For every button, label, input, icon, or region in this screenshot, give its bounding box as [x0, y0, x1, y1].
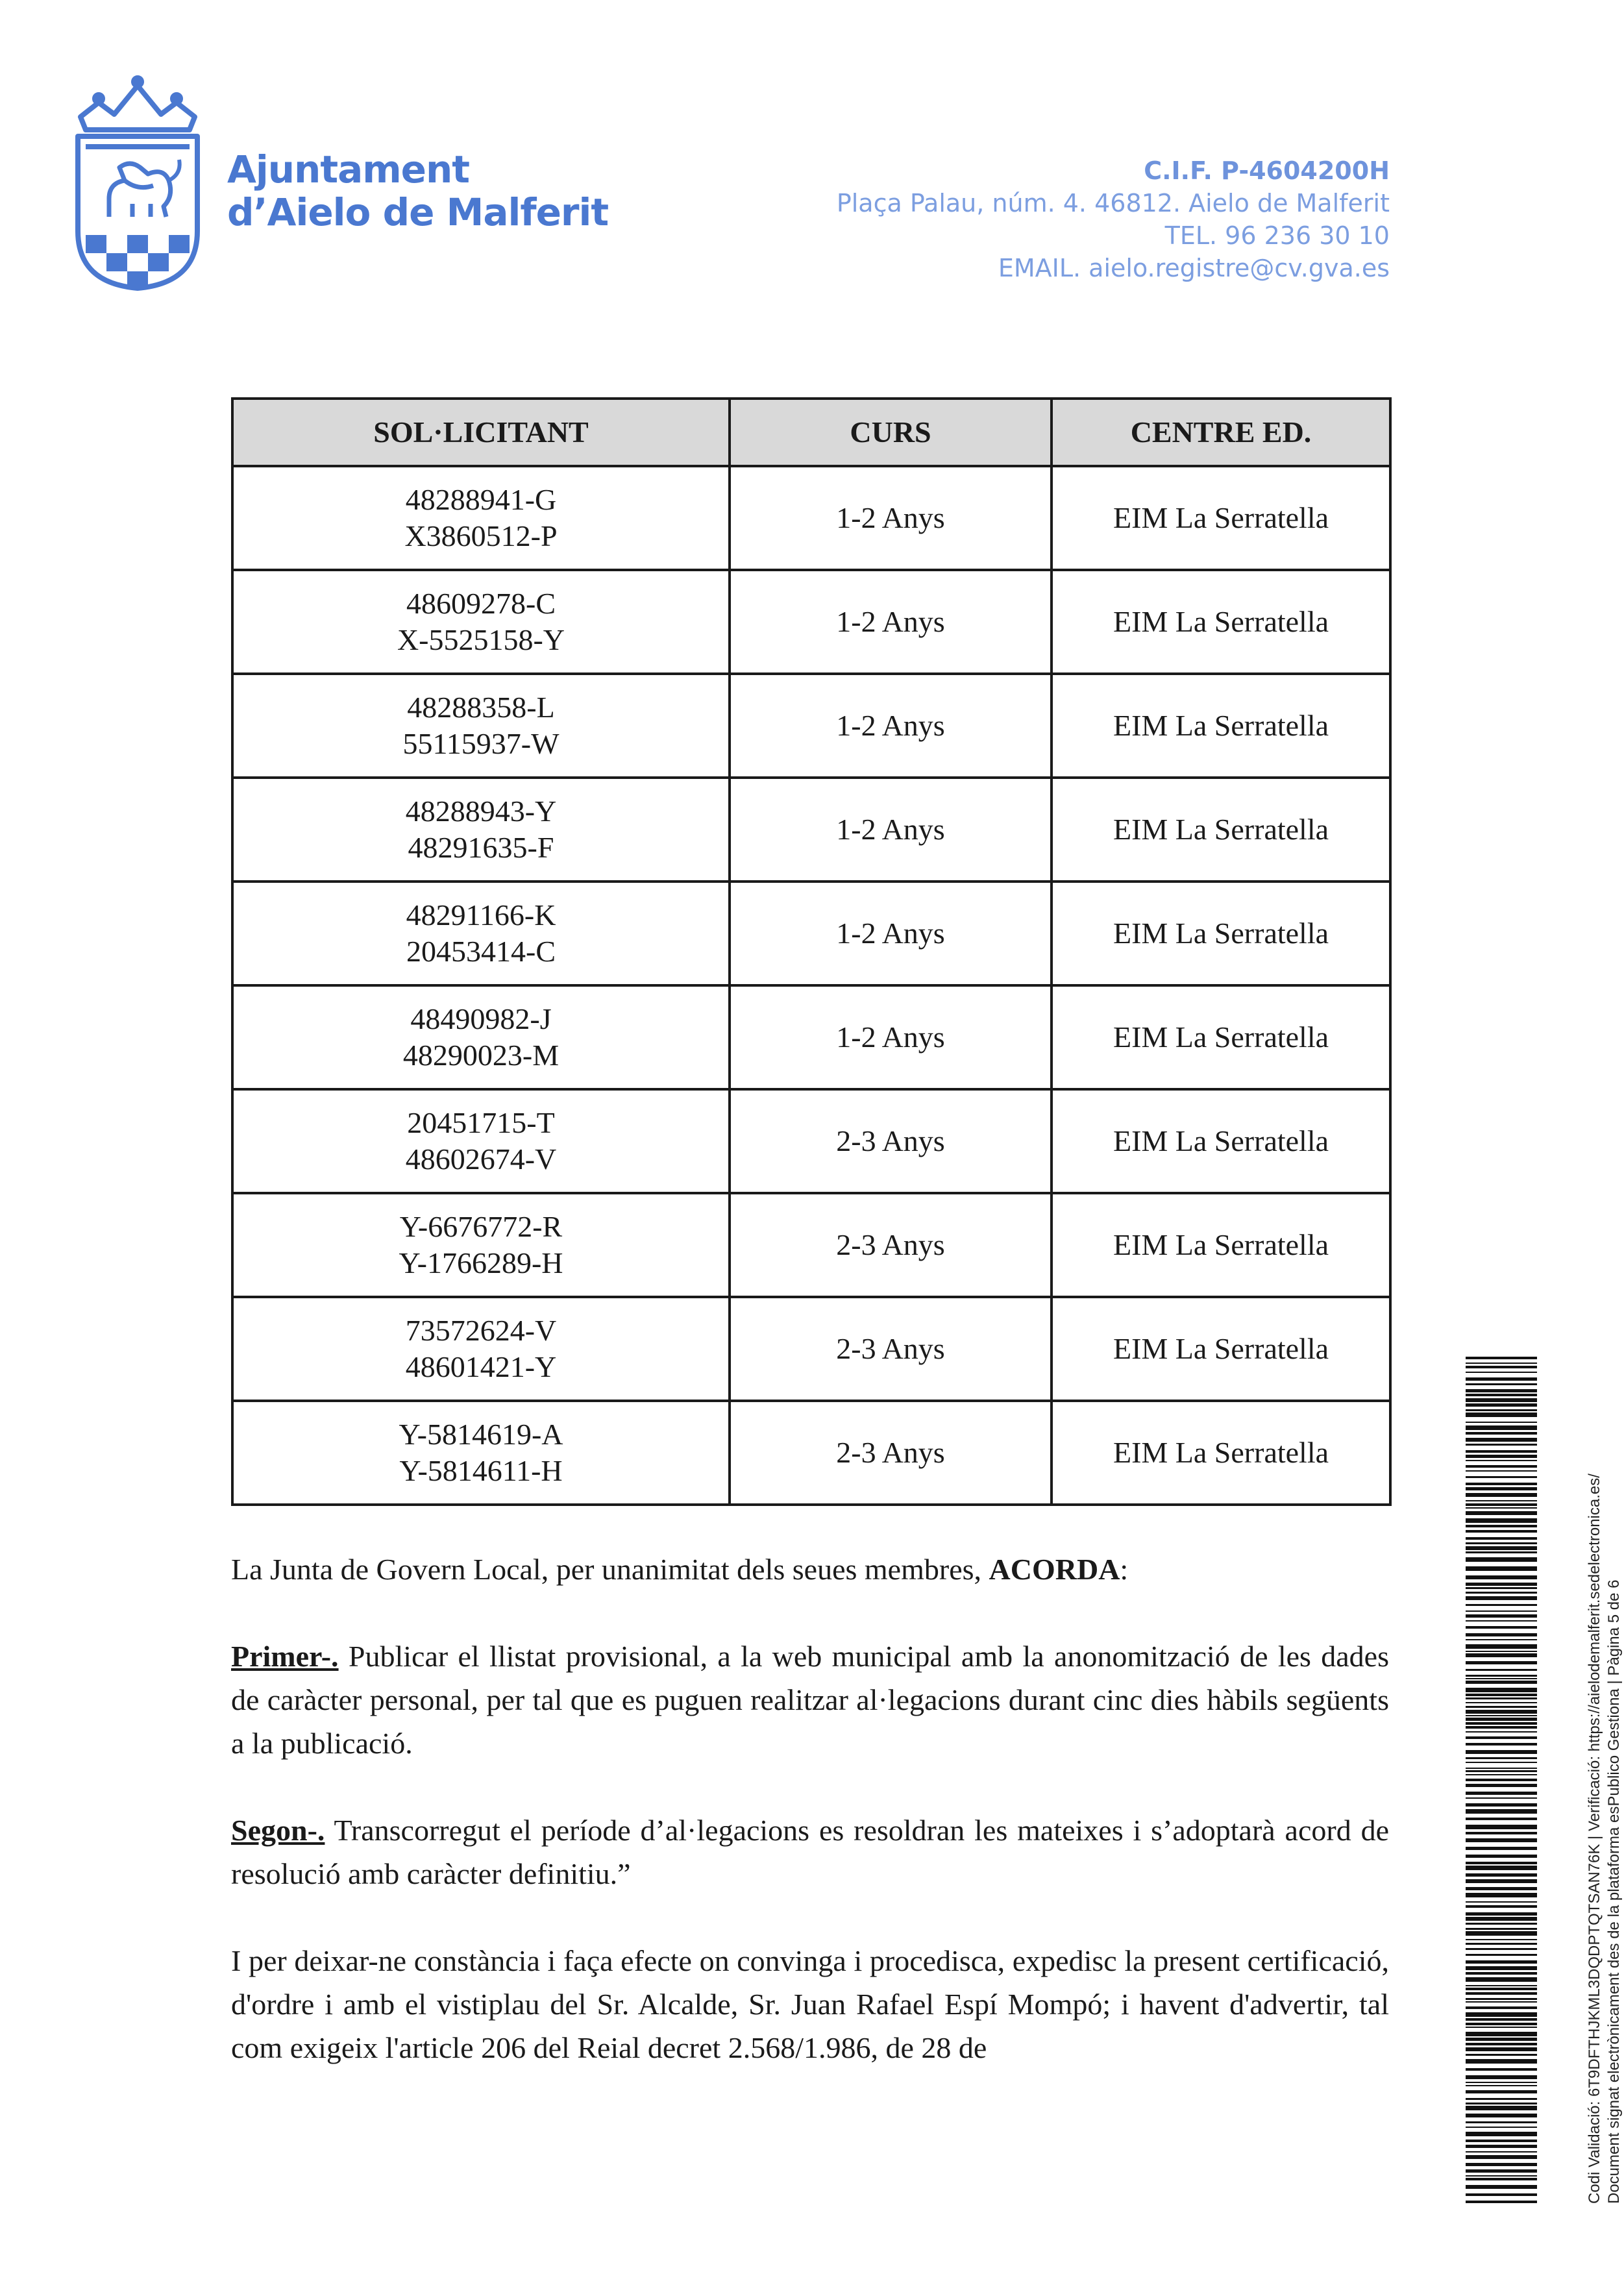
applicant-id-2: 48290023-M — [402, 1039, 560, 1072]
center-cell: EIM La Serratella — [1052, 466, 1390, 570]
center-cell: EIM La Serratella — [1052, 1089, 1390, 1193]
applicant-cell — [232, 1297, 730, 1401]
course-cell: 2-3 Anys — [730, 1401, 1052, 1505]
course-cell: 2-3 Anys — [730, 1089, 1052, 1193]
applicant-id-2: 48602674-V — [405, 1142, 557, 1176]
table-row — [232, 1401, 1390, 1505]
cif-number: C.I.F. P-4604200H — [1144, 156, 1390, 185]
course-cell: 2-3 Anys — [730, 1193, 1052, 1297]
applicant-id-1: 20451715-T — [407, 1106, 555, 1139]
course-cell: 1-2 Anys — [730, 882, 1052, 985]
table-row — [232, 466, 1390, 570]
table-row — [232, 674, 1390, 778]
center-cell: EIM La Serratella — [1052, 570, 1390, 674]
contact-block — [837, 154, 1390, 284]
center-cell: EIM La Serratella — [1052, 1193, 1390, 1297]
header-center: CENTRE ED. — [1052, 399, 1390, 466]
table-row — [232, 1089, 1390, 1193]
table-row — [232, 1193, 1390, 1297]
applicant-id-2: Y-1766289-H — [399, 1246, 563, 1279]
org-name-line2: d’Aielo de Malferit — [227, 190, 609, 234]
applicant-id-1: 48288941-G — [405, 483, 557, 516]
first-point-label: Primer-. — [231, 1640, 339, 1673]
course-cell: 1-2 Anys — [730, 674, 1052, 778]
second-point-label: Segon-. — [231, 1814, 325, 1847]
table-header-row — [232, 399, 1390, 466]
email: EMAIL. aielo.registre@cv.gva.es — [998, 254, 1390, 282]
applicant-cell — [232, 778, 730, 882]
electronic-signature-note — [1585, 1360, 1624, 2204]
applicant-id-1: Y-5814619-A — [399, 1418, 563, 1451]
center-cell: EIM La Serratella — [1052, 778, 1390, 882]
course-cell: 1-2 Anys — [730, 778, 1052, 882]
applicant-cell — [232, 1401, 730, 1505]
center-cell: EIM La Serratella — [1052, 1297, 1390, 1401]
course-cell: 1-2 Anys — [730, 985, 1052, 1089]
applicant-id-1: 48609278-C — [406, 587, 556, 620]
table-row — [232, 778, 1390, 882]
center-cell: EIM La Serratella — [1052, 674, 1390, 778]
telephone: TEL. 96 236 30 10 — [1164, 221, 1390, 250]
applicant-id-2: X-5525158-Y — [397, 623, 565, 656]
applicant-cell — [232, 882, 730, 985]
applicant-id-1: 48291166-K — [406, 898, 556, 931]
center-cell: EIM La Serratella — [1052, 985, 1390, 1089]
header-course: CURS — [730, 399, 1052, 466]
table-row — [232, 570, 1390, 674]
intro-text: La Junta de Govern Local, per unanimitat dels seues membres, — [231, 1553, 989, 1586]
applicant-id-1: 48490982-J — [410, 1002, 552, 1035]
applicant-id-1: 73572624-V — [405, 1314, 557, 1347]
table-body — [232, 466, 1390, 1505]
table-row — [232, 882, 1390, 985]
applicant-cell — [232, 1089, 730, 1193]
applicant-cell — [232, 570, 730, 674]
table-row — [232, 985, 1390, 1089]
course-cell: 1-2 Anys — [730, 466, 1052, 570]
course-cell: 2-3 Anys — [730, 1297, 1052, 1401]
address: Plaça Palau, núm. 4. 46812. Aielo de Malferit — [836, 189, 1390, 217]
first-point-text: Publicar el llistat provisional, a la web municipal amb la anonomització de les dades de caràcter personal, per tal que es puguen realitzar al·legacions durant cinc dies hàbils següents a la publicació. — [231, 1640, 1389, 1760]
applicants-table — [231, 397, 1392, 1506]
applicant-id-2: X3860512-P — [404, 519, 558, 552]
platform-note: Document signat electrònicament des de la plataforma esPublico Gestiona | Pàgina 5 de 6 — [1605, 1579, 1623, 2204]
intro-colon: : — [1120, 1553, 1129, 1586]
applicant-id-1: 48288943-Y — [405, 795, 557, 828]
applicant-id-2: 48291635-F — [408, 831, 554, 864]
center-cell: EIM La Serratella — [1052, 1401, 1390, 1505]
applicant-id-2: 55115937-W — [402, 727, 560, 760]
applicant-cell — [232, 674, 730, 778]
course-cell: 1-2 Anys — [730, 570, 1052, 674]
applicant-id-2: 48601421-Y — [405, 1350, 557, 1383]
applicant-cell — [232, 1193, 730, 1297]
applicant-id-1: Y-6676772-R — [399, 1210, 563, 1243]
applicant-id-1: 48288358-L — [407, 691, 555, 724]
agreement-intro — [231, 1548, 1389, 1591]
first-point — [231, 1635, 1389, 1765]
validation-code: Codi Validació: 6T9DFTHJKML3DQDPTQTSAN76K | Verificació: https://aielodemalferit.sedelectronica.es/ — [1586, 1474, 1603, 2204]
center-cell: EIM La Serratella — [1052, 882, 1390, 985]
applicant-id-2: Y-5814611-H — [399, 1454, 563, 1487]
agreement-keyword: ACORDA — [989, 1553, 1120, 1586]
resolution-text — [231, 1548, 1389, 2069]
applicant-cell — [232, 466, 730, 570]
header-applicant: SOL·LICITANT — [232, 399, 730, 466]
municipal-coat-of-arms-icon — [73, 77, 203, 291]
applicant-cell — [232, 985, 730, 1089]
organization-name — [227, 148, 608, 234]
certification-paragraph: I per deixar-ne constància i faça efecte on convinga i procedisca, expedisc la present certificació, d'ordre i amb el vistiplau del Sr. Alcalde, Sr. Juan Rafael Espí Mompó; i havent d'advertir, tal com exigeix l'article 206 del Reial decret 2.568/1.986, de 28 de — [231, 1944, 1389, 2064]
org-name-line1: Ajuntament — [227, 147, 470, 191]
barcode-icon — [1466, 1357, 1537, 2207]
applicant-id-2: 20453414-C — [406, 935, 556, 968]
second-point-text: Transcorregut el període d’al·legacions es resoldran les mateixes i s’adoptarà acord de resolució amb caràcter definitiu.” — [231, 1814, 1389, 1890]
coat-of-arms-logo — [73, 77, 203, 291]
second-point — [231, 1808, 1389, 1895]
table-row — [232, 1297, 1390, 1401]
